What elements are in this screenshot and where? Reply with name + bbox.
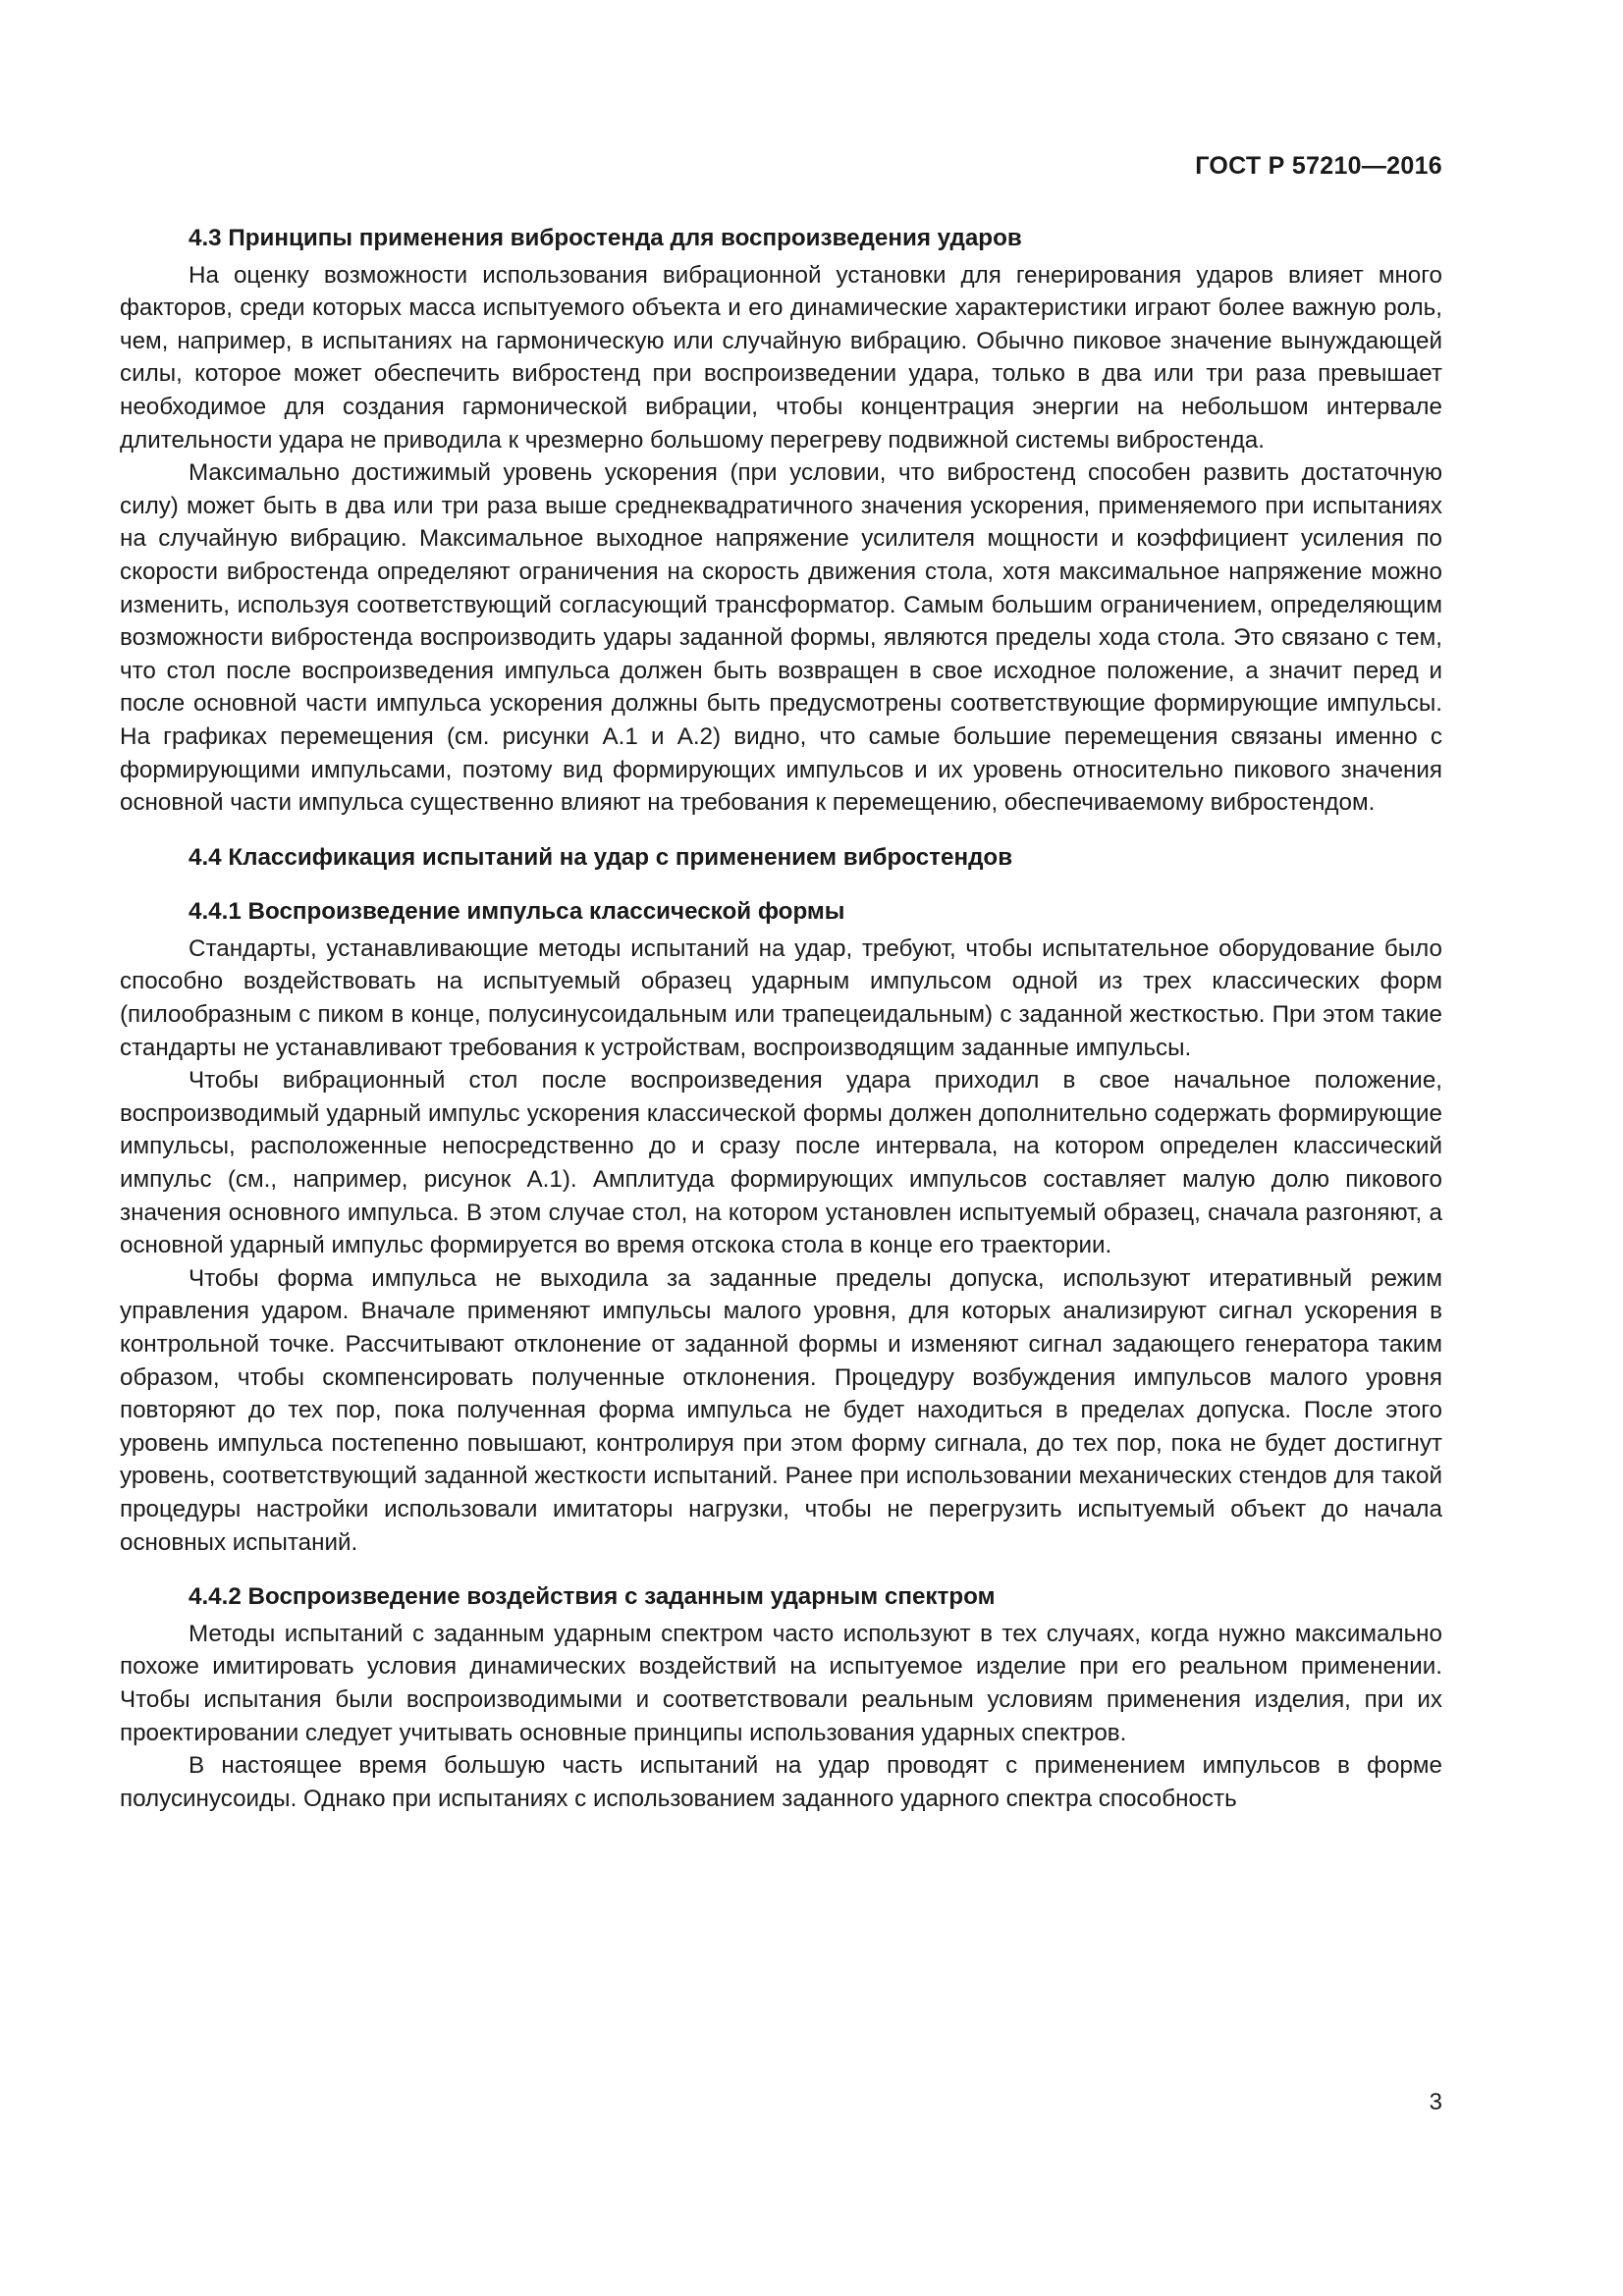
standard-designation: ГОСТ Р 57210—2016 — [1195, 152, 1442, 180]
document-page — [120, 0, 1442, 2296]
section-4-3-paragraph-1: На оценку возможности использования вибрационной установки для генерирования ударов влияет много факторов, среди которых масса испытуемого объекта и его динамические характеристики играют более важную роль, чем, например, в испытаниях на гармоническую или случайную вибрацию. Обычно пиковое значение вынуждающей силы, которое может обеспечить вибростенд при воспроизведении удара, только в два или три раза превышает необходимое для создания гармонической вибрации, чтобы концентрация энергии на небольшом интервале длительности удара не приводила к чрезмерно большому перегреву подвижной системы вибростенда. — [120, 261, 1442, 454]
section-4-4-1-paragraph-3: Чтобы форма импульса не выходила за заданные пределы допуска, используют итеративный режим управления ударом. Вначале применяют импульсы малого уровня, для которых анализируют сигнал ускорения в контрольной точке. Рассчитывают отклонение от заданной формы и изменяют сигнал задающего генератора таким образом, чтобы скомпенсировать полученные отклонения. Процедуру возбуждения импульсов малого уровня повторяют до тех пор, пока полученная форма импульса не будет находиться в пределах допуска. После этого уровень импульса постепенно повышают, контролируя при этом форму сигнала, до тех пор, пока не будет достигнут уровень, соответствующий заданной жесткости испытаний. Ранее при использовании механических стендов для такой процедуры настройки использовали имитаторы нагрузки, чтобы не перегрузить испытуемый объект до начала основных испытаний. — [120, 1264, 1442, 1556]
section-4-4-1-title: 4.4.1 Воспроизведение импульса классической формы — [189, 898, 845, 926]
section-4-3-paragraph-2: Максимально достижимый уровень ускорения (при условии, что вибростенд способен развить достаточную силу) может быть в два или три раза выше среднеквадратичного значения ускорения, применяемого при испытаниях на случайную вибрацию. Максимальное выходное напряжение усилителя мощности и коэффициент усиления по скорости вибростенда определяют ограничения на скорость движения стола, хотя максимальное напряжение можно изменить, используя соответствующий согласующий трансформатор. Самым большим ограничением, определяющим возможности вибростенда воспроизводить удары заданной формы, являются пределы хода стола. Это связано с тем, что стол после воспроизведения импульса должен быть возвращен в свое исходное положение, а значит перед и после основной части импульса ускорения должны быть предусмотрены соответствующие формирующие импульсы. На графиках перемещения (см. рисунки А.1 и А.2) видно, что самые большие перемещения связаны именно с формирующими импульсами, поэтому вид формирующих импульсов и их уровень относительно пикового значения основной части импульса существенно влияют на требования к перемещению, обеспечиваемому вибростендом. — [120, 459, 1442, 817]
page-number: 3 — [1429, 2089, 1442, 2115]
section-4-4-2-title: 4.4.2 Воспроизведение воздействия с заданным ударным спектром — [189, 1583, 996, 1611]
section-4-4-2-paragraph-1: Методы испытаний с заданным ударным спектром часто используют в тех случаях, когда нужно максимально похоже имитировать условия динамических воздействий на испытуемое изделие при его реальном применении. Чтобы испытания были воспроизводимыми и соответствовали реальным условиям применения изделия, при их проектировании следует учитывать основные принципы использования ударных спектров. — [120, 1620, 1442, 1746]
section-4-4-2-paragraph-2: В настоящее время большую часть испытаний на удар проводят с применением импульсов в форме полусинусоиды. Однако при испытаниях с использованием заданного ударного спектра способность — [120, 1752, 1442, 1812]
section-4-3-title: 4.3 Принципы применения вибростенда для воспроизведения ударов — [189, 225, 1022, 251]
section-4-4-title: 4.4 Классификация испытаний на удар с применением вибростендов — [189, 843, 1013, 871]
document-body — [120, 222, 1442, 1815]
section-4-4-1-paragraph-2: Чтобы вибрационный стол после воспроизведения удара приходил в свое начальное положение, воспроизводимый ударный импульс ускорения классической формы должен дополнительно содержать формирующие импульсы, расположенные непосредственно до и сразу после интервала, на котором определен классический импульс (см., например, рисунок А.1). Амплитуда формирующих импульсов составляет малую долю пикового значения основного импульса. В этом случае стол, на котором установлен испытуемый образец, сначала разгоняют, а основной ударный импульс формируется во время отскока стола в конце его траектории. — [120, 1067, 1442, 1259]
section-4-4-1-paragraph-1: Стандарты, устанавливающие методы испытаний на удар, требуют, чтобы испытательное оборудование было способно воздействовать на испытуемый образец ударным импульсом одной из трех классических форм (пилообразным с пиком в конце, полусинусоидальным или трапецеидальным) с заданной жесткостью. При этом такие стандарты не устанавливают требования к устройствам, воспроизводящим заданные импульсы. — [120, 934, 1442, 1061]
